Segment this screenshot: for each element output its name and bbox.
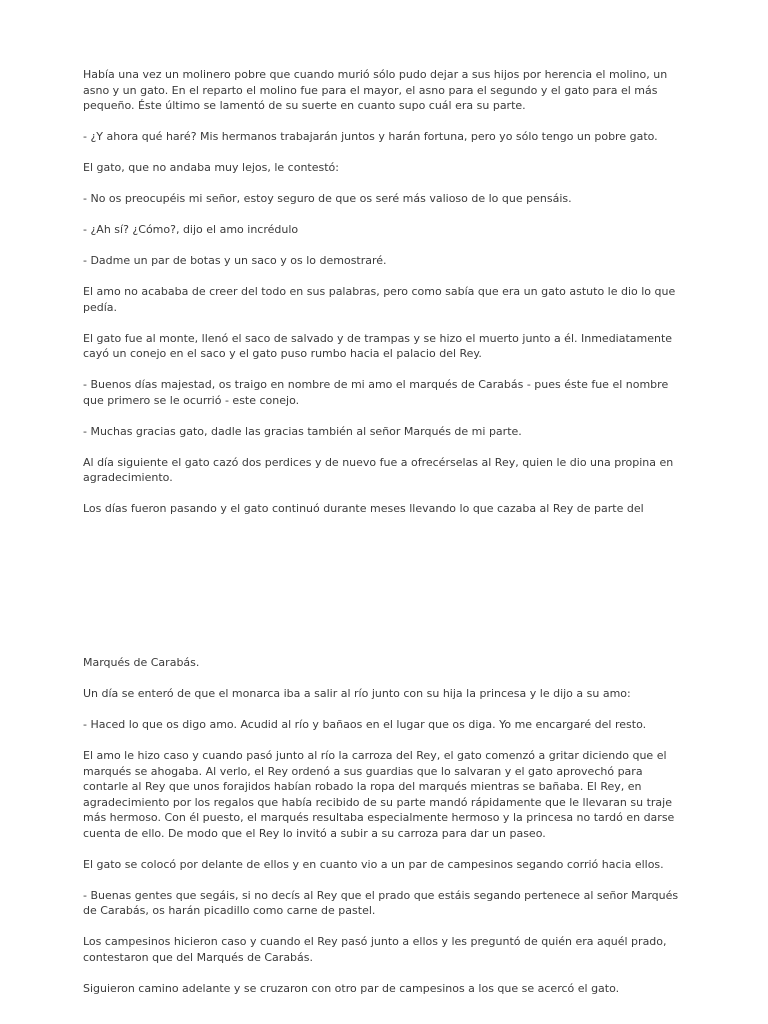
page-break [83,532,688,655]
paragraph: Al día siguiente el gato cazó dos perdices y de nuevo fue a ofrecérselas al Rey, quien le dio una propina en agradecimiento. [83,455,674,484]
paragraph: El gato se colocó por delante de ellos y en cuanto vio a un par de campesinos segando corrió hacia ellos. [83,857,664,871]
paragraph: Siguieron camino adelante y se cruzaron con otro par de campesinos a los que se acercó el gato. [83,981,620,995]
paragraph: - Buenas gentes que segáis, si no decís al Rey que el prado que estáis segando pertenece al señor Marqués de Carabás, os harán picadillo como carne de pastel. [83,888,679,917]
paragraph: Los días fueron pasando y el gato continuó durante meses llevando lo que cazaba al Rey de parte del [83,502,644,515]
paragraph: Marqués de Carabás. [83,656,200,669]
paragraph: Un día se enteró de que el monarca iba a salir al río junto con su hija la princesa y le dijo a su amo: [83,687,631,700]
paragraph: - No os preocupéis mi señor, estoy seguro de que os seré más valioso de lo que pensáis. [83,192,572,205]
document-page [83,67,688,1012]
paragraph: El gato, que no andaba muy lejos, le contestó: [83,161,339,174]
paragraph: - Haced lo que os digo amo. Acudid al río y bañaos en el lugar que os diga. Yo me encargaré del resto. [83,718,647,731]
paragraph: - ¿Ah sí? ¿Cómo?, dijo el amo incrédulo [83,223,299,236]
paragraph: El gato fue al monte, llenó el saco de salvado y de trampas y se hizo el muerto junto a él. Inmediatamente cayó un conejo en el saco y el gato puso rumbo hacia el palacio del Rey. [83,331,673,360]
paragraph: Había una vez un molinero pobre que cuando murió sólo pudo dejar a sus hijos por herencia el molino, un asno y un gato. En el reparto el molino fue para el mayor, el asno para el segundo y el gato para el más pequeño. Éste último se lamentó de su suerte en cuanto supo cuál era su parte. [83,68,668,112]
paragraph: - Buenos días majestad, os traigo en nombre de mi amo el marqués de Carabás - pues éste fue el nombre que primero se le ocurrió - este conejo. [83,378,669,407]
paragraph: - ¿Y ahora qué haré? Mis hermanos trabajarán juntos y harán fortuna, pero yo sólo tengo un pobre gato. [83,130,658,143]
paragraph: - Dadme un par de botas y un saco y os lo demostraré. [83,254,387,267]
paragraph: - Muchas gracias gato, dadle las gracias también al señor Marqués de mi parte. [83,424,522,438]
paragraph: El amo le hizo caso y cuando pasó junto al río la carroza del Rey, el gato comenzó a gritar diciendo que el marqués se ahogaba. Al verlo, el Rey ordenó a sus guardias que lo salvaran y el gato aprovechó para contarle al Rey que unos forajidos habían robado la ropa del marqués mientras se bañaba. El Rey, en agradecimiento por los regalos que había recibido de su parte mandó rápidamente que le llevaran su traje más hermoso. Con él puesto, el marqués resultaba especialmente hermoso y la princesa no tardó en darse cuenta de ello. De modo que el Rey lo invitó a subir a su carroza para dar un paseo. [83,749,675,840]
paragraph: Los campesinos hicieron caso y cuando el Rey pasó junto a ellos y les preguntó de quién era aquél prado, contestaron que del Marqués de Carabás. [83,935,667,964]
paragraph: El amo no acababa de creer del todo en sus palabras, pero como sabía que era un gato astuto le dio lo que pedía. [83,285,676,314]
